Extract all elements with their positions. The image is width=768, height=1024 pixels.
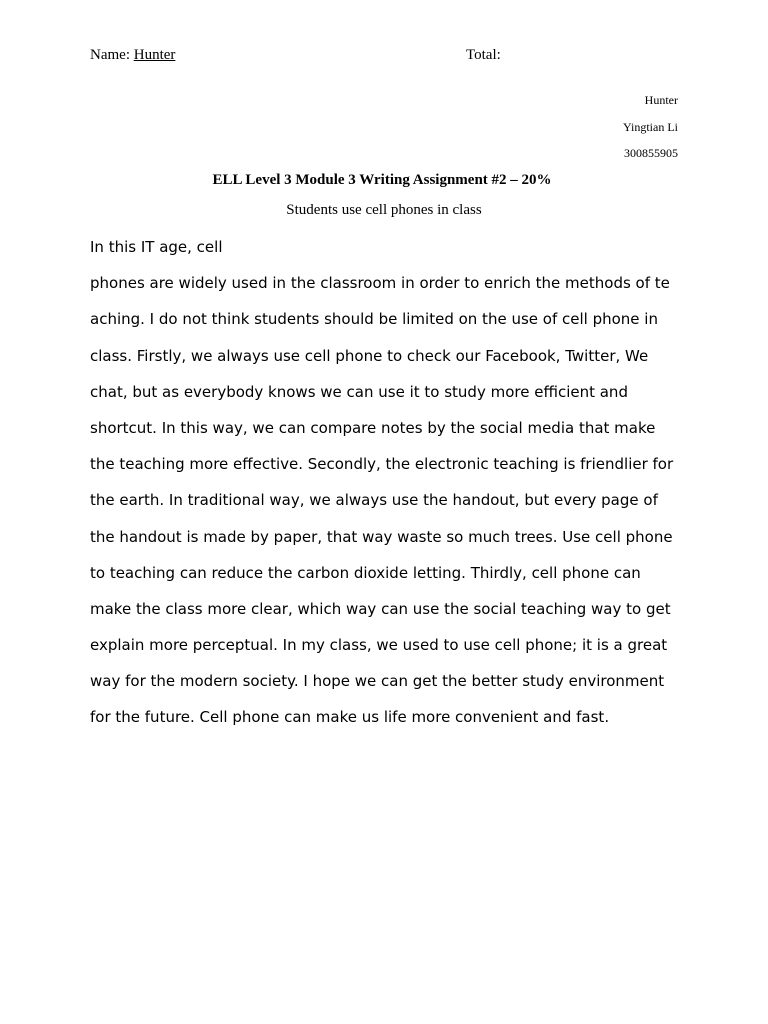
body-line: shortcut. In this way, we can compare notes by the social media that make [90, 418, 656, 437]
body-line: way for the modern society. I hope we can get the better study environment [90, 672, 665, 691]
body-line: for the future. Cell phone can make us life more convenient and fast. [90, 708, 610, 727]
body-line: the earth. In traditional way, we always use the handout, but every page of [90, 491, 658, 510]
body-line: explain more perceptual. In my class, we used to use cell phone; it is a great [90, 636, 668, 655]
header-line [90, 47, 690, 67]
body-line: chat, but as everybody knows we can use it to study more efficient and [90, 382, 628, 401]
essay-body [90, 229, 690, 736]
body-line: make the class more clear, which way can use the social teaching way to get [90, 599, 671, 618]
total-label: Total: [466, 47, 501, 63]
document-subtitle: Students use cell phones in class [286, 202, 482, 218]
name-value: Hunter [133, 47, 176, 63]
student-name: Hunter [644, 93, 678, 107]
author-name: Yingtian Li [623, 120, 678, 134]
body-line: class. Firstly, we always use cell phone to check our Facebook, Twitter, We [90, 346, 649, 365]
name-field [90, 47, 175, 64]
body-line: phones are widely used in the classroom in order to enrich the methods of te [90, 274, 670, 293]
body-line: the handout is made by paper, that way waste so much trees. Use cell phone [90, 527, 673, 546]
body-line: aching. I do not think students should be limited on the use of cell phone in [90, 310, 658, 329]
body-line: In this IT age, cell [90, 238, 223, 256]
name-label: Name: [90, 47, 134, 63]
student-id: 300855905 [624, 146, 678, 160]
body-line: the teaching more effective. Secondly, the electronic teaching is friendlier for [90, 455, 674, 474]
body-line: to teaching can reduce the carbon dioxide letting. Thirdly, cell phone can [90, 563, 641, 582]
document-title: ELL Level 3 Module 3 Writing Assignment #2 – 20% [212, 172, 552, 188]
